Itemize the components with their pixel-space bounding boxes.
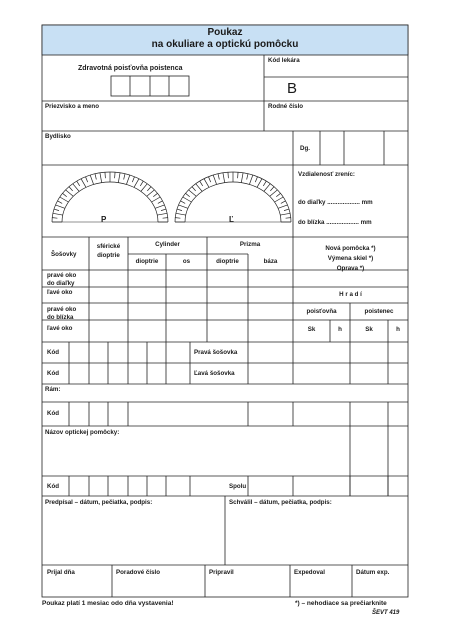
insurer-code-box-4[interactable] xyxy=(169,76,189,96)
axis-tick xyxy=(208,177,210,182)
axis-tick xyxy=(175,218,180,219)
prepared-label: Pripravil xyxy=(209,569,234,576)
axis-tick xyxy=(196,184,202,192)
code-label-aid: Kód xyxy=(47,483,60,490)
axis-tick xyxy=(60,197,69,202)
insured-sk-label: Sk xyxy=(365,326,373,333)
name-label: Priezvisko a meno xyxy=(45,103,99,110)
insurer-code-box-1[interactable] xyxy=(111,76,130,96)
prism-base-label: báza xyxy=(263,258,278,265)
order-no-label: Poradové číslo xyxy=(116,569,161,576)
row-far-right-1: pravé oko xyxy=(47,272,77,279)
axis-tick xyxy=(178,205,187,208)
axis-tick xyxy=(192,187,196,191)
axis-tick xyxy=(95,174,96,180)
axis-tick xyxy=(278,205,287,208)
axis-tick xyxy=(81,179,86,188)
axis-tick xyxy=(77,181,80,186)
axis-tick xyxy=(180,201,185,204)
row-far-right-2: do diaľky xyxy=(47,280,75,287)
axis-tick xyxy=(213,175,216,184)
insurer-h-label: h xyxy=(338,326,342,333)
axis-tick xyxy=(126,175,129,184)
validity-note: Poukaz platí 1 mesiac odo dňa vystavenia! xyxy=(42,600,174,607)
cyl-axis-label: os xyxy=(182,258,191,265)
form-subtitle: na okuliare a optickú pomôcku xyxy=(151,39,299,50)
prism-diopter-label: dioptrie xyxy=(216,258,239,265)
axis-tick xyxy=(257,179,262,188)
prescriber-signature-field[interactable] xyxy=(42,510,225,564)
received-label: Prijal dňa xyxy=(47,569,75,576)
spherical-label-2: dioptrie xyxy=(97,252,120,259)
axis-tick xyxy=(124,174,125,180)
lenses-label: Šošovky xyxy=(51,251,77,258)
row-near-right-2: do blízka xyxy=(47,314,74,321)
aid-name-label: Názov optickej pomôcky: xyxy=(45,429,120,436)
axis-tick xyxy=(52,218,57,219)
cyl-diopter-label: dioptrie xyxy=(135,258,159,265)
axis-tick xyxy=(153,193,157,196)
form-title: Poukaz xyxy=(207,27,243,38)
aid-name-field[interactable] xyxy=(42,440,350,476)
axis-tick xyxy=(275,197,284,202)
axis-tick xyxy=(286,218,291,219)
axis-tick xyxy=(163,218,168,219)
axis-tick xyxy=(255,177,257,182)
distance-far[interactable]: do diaľky ................... mm xyxy=(298,199,373,206)
axis-tick xyxy=(241,173,243,183)
axis-tick xyxy=(134,179,139,188)
axis-tick xyxy=(90,175,93,184)
insurer-pays-label: poisťovňa xyxy=(306,308,337,315)
approver-signature-field[interactable] xyxy=(225,510,408,564)
spherical-label-1: sférické xyxy=(96,243,121,250)
prism-label: Prizma xyxy=(239,241,261,248)
axis-tick xyxy=(249,175,252,184)
doctor-code-value: B xyxy=(287,80,298,97)
spolu-label: Spolu xyxy=(229,483,247,490)
axis-tick xyxy=(183,197,192,202)
axis-tick xyxy=(152,197,161,202)
axis-tick xyxy=(147,187,151,191)
axis-tick xyxy=(223,173,225,183)
footnote: *) – nehodiace sa prečiarknite xyxy=(295,600,387,607)
status-repair[interactable]: Oprava *) xyxy=(336,265,365,272)
axis-tick xyxy=(161,209,166,211)
axis-tick xyxy=(66,190,74,196)
approver-label: Schválil – dátum, pečiatka, podpis: xyxy=(229,499,332,506)
axis-tick xyxy=(55,205,64,208)
eye-right-label: P xyxy=(101,215,107,224)
axis-tick xyxy=(54,209,59,211)
code-label-frame: Kód xyxy=(47,410,60,417)
axis-tick xyxy=(204,179,209,188)
address-label: Bydlisko xyxy=(45,133,71,140)
insurer-heading: Zdravotná poisťovňa poistenca xyxy=(78,65,183,72)
insurer-code-box-3[interactable] xyxy=(150,76,169,96)
address-field[interactable] xyxy=(42,142,293,164)
insured-pays-label: poistenec xyxy=(364,308,394,315)
axis-tick xyxy=(200,181,203,186)
axis-tick xyxy=(141,184,147,192)
axis-tick xyxy=(157,213,167,215)
axis-tick xyxy=(270,187,274,191)
axis-tick xyxy=(280,213,290,215)
axis-tick xyxy=(158,201,163,204)
right-lens-label: Pravá šošovka xyxy=(194,349,238,356)
dispatched-label: Expedoval xyxy=(294,569,325,576)
axis-tick xyxy=(263,181,266,186)
row-far-left: ľavé oko xyxy=(47,289,73,296)
eye-left-label: Ľ xyxy=(229,215,234,224)
status-frame-change[interactable]: Výmena skiel *) xyxy=(327,255,374,262)
dispatch-date-label: Dátum exp. xyxy=(356,569,390,576)
axis-tick xyxy=(140,181,143,186)
pays-label: H r a d í xyxy=(339,291,362,298)
insurer-sk-label: Sk xyxy=(307,326,316,333)
diagnosis-label: Dg. xyxy=(300,145,310,152)
axis-tick xyxy=(132,177,134,182)
axis-tick xyxy=(85,177,87,182)
axis-tick xyxy=(284,209,289,211)
axis-tick xyxy=(53,213,63,215)
axis-tick xyxy=(276,193,280,196)
axis-tick xyxy=(264,184,270,192)
axis-tick xyxy=(57,201,62,204)
axis-tick xyxy=(218,174,219,180)
left-lens-label: Ľavá šošovka xyxy=(194,370,235,377)
axis-tick xyxy=(185,193,189,196)
axis-tick xyxy=(270,190,278,196)
axis-tick xyxy=(155,205,164,208)
axis-diagram-right xyxy=(52,172,168,222)
insured-h-label: h xyxy=(396,326,400,333)
row-near-left: ľavé oko xyxy=(47,325,73,332)
form-code: ŠEVT 419 xyxy=(372,610,400,616)
insurer-code-box-2[interactable] xyxy=(130,76,150,96)
axis-tick xyxy=(69,187,73,191)
axis-tick xyxy=(147,190,155,196)
doctor-code-label: Kód lekára xyxy=(268,57,300,64)
name-field[interactable] xyxy=(42,112,264,130)
birth-number-field[interactable] xyxy=(264,112,408,130)
axis-tick xyxy=(177,209,182,211)
prescriber-label: Predpísal – dátum, pečiatka, podpis: xyxy=(45,499,153,506)
axis-tick xyxy=(73,184,79,192)
row-near-right-1: pravé oko xyxy=(47,306,77,313)
status-new[interactable]: Nová pomôcka *) xyxy=(325,245,376,252)
distance-near[interactable]: do blízka ................... mm xyxy=(298,219,372,226)
axis-tick xyxy=(189,190,197,196)
code-label-right-lens: Kód xyxy=(47,349,60,356)
axis-tick xyxy=(62,193,66,196)
code-label-left-lens: Kód xyxy=(47,370,60,377)
distance-heading: Vzdialenosť zreníc: xyxy=(298,171,355,178)
cylinder-label: Cylinder xyxy=(155,241,180,248)
axis-tick xyxy=(118,173,120,183)
axis-tick xyxy=(281,201,286,204)
birth-number-label: Rodné číslo xyxy=(268,103,304,110)
frame-label: Rám: xyxy=(45,386,61,393)
axis-tick xyxy=(176,213,186,215)
axis-tick xyxy=(100,173,102,183)
axis-tick xyxy=(247,174,248,180)
